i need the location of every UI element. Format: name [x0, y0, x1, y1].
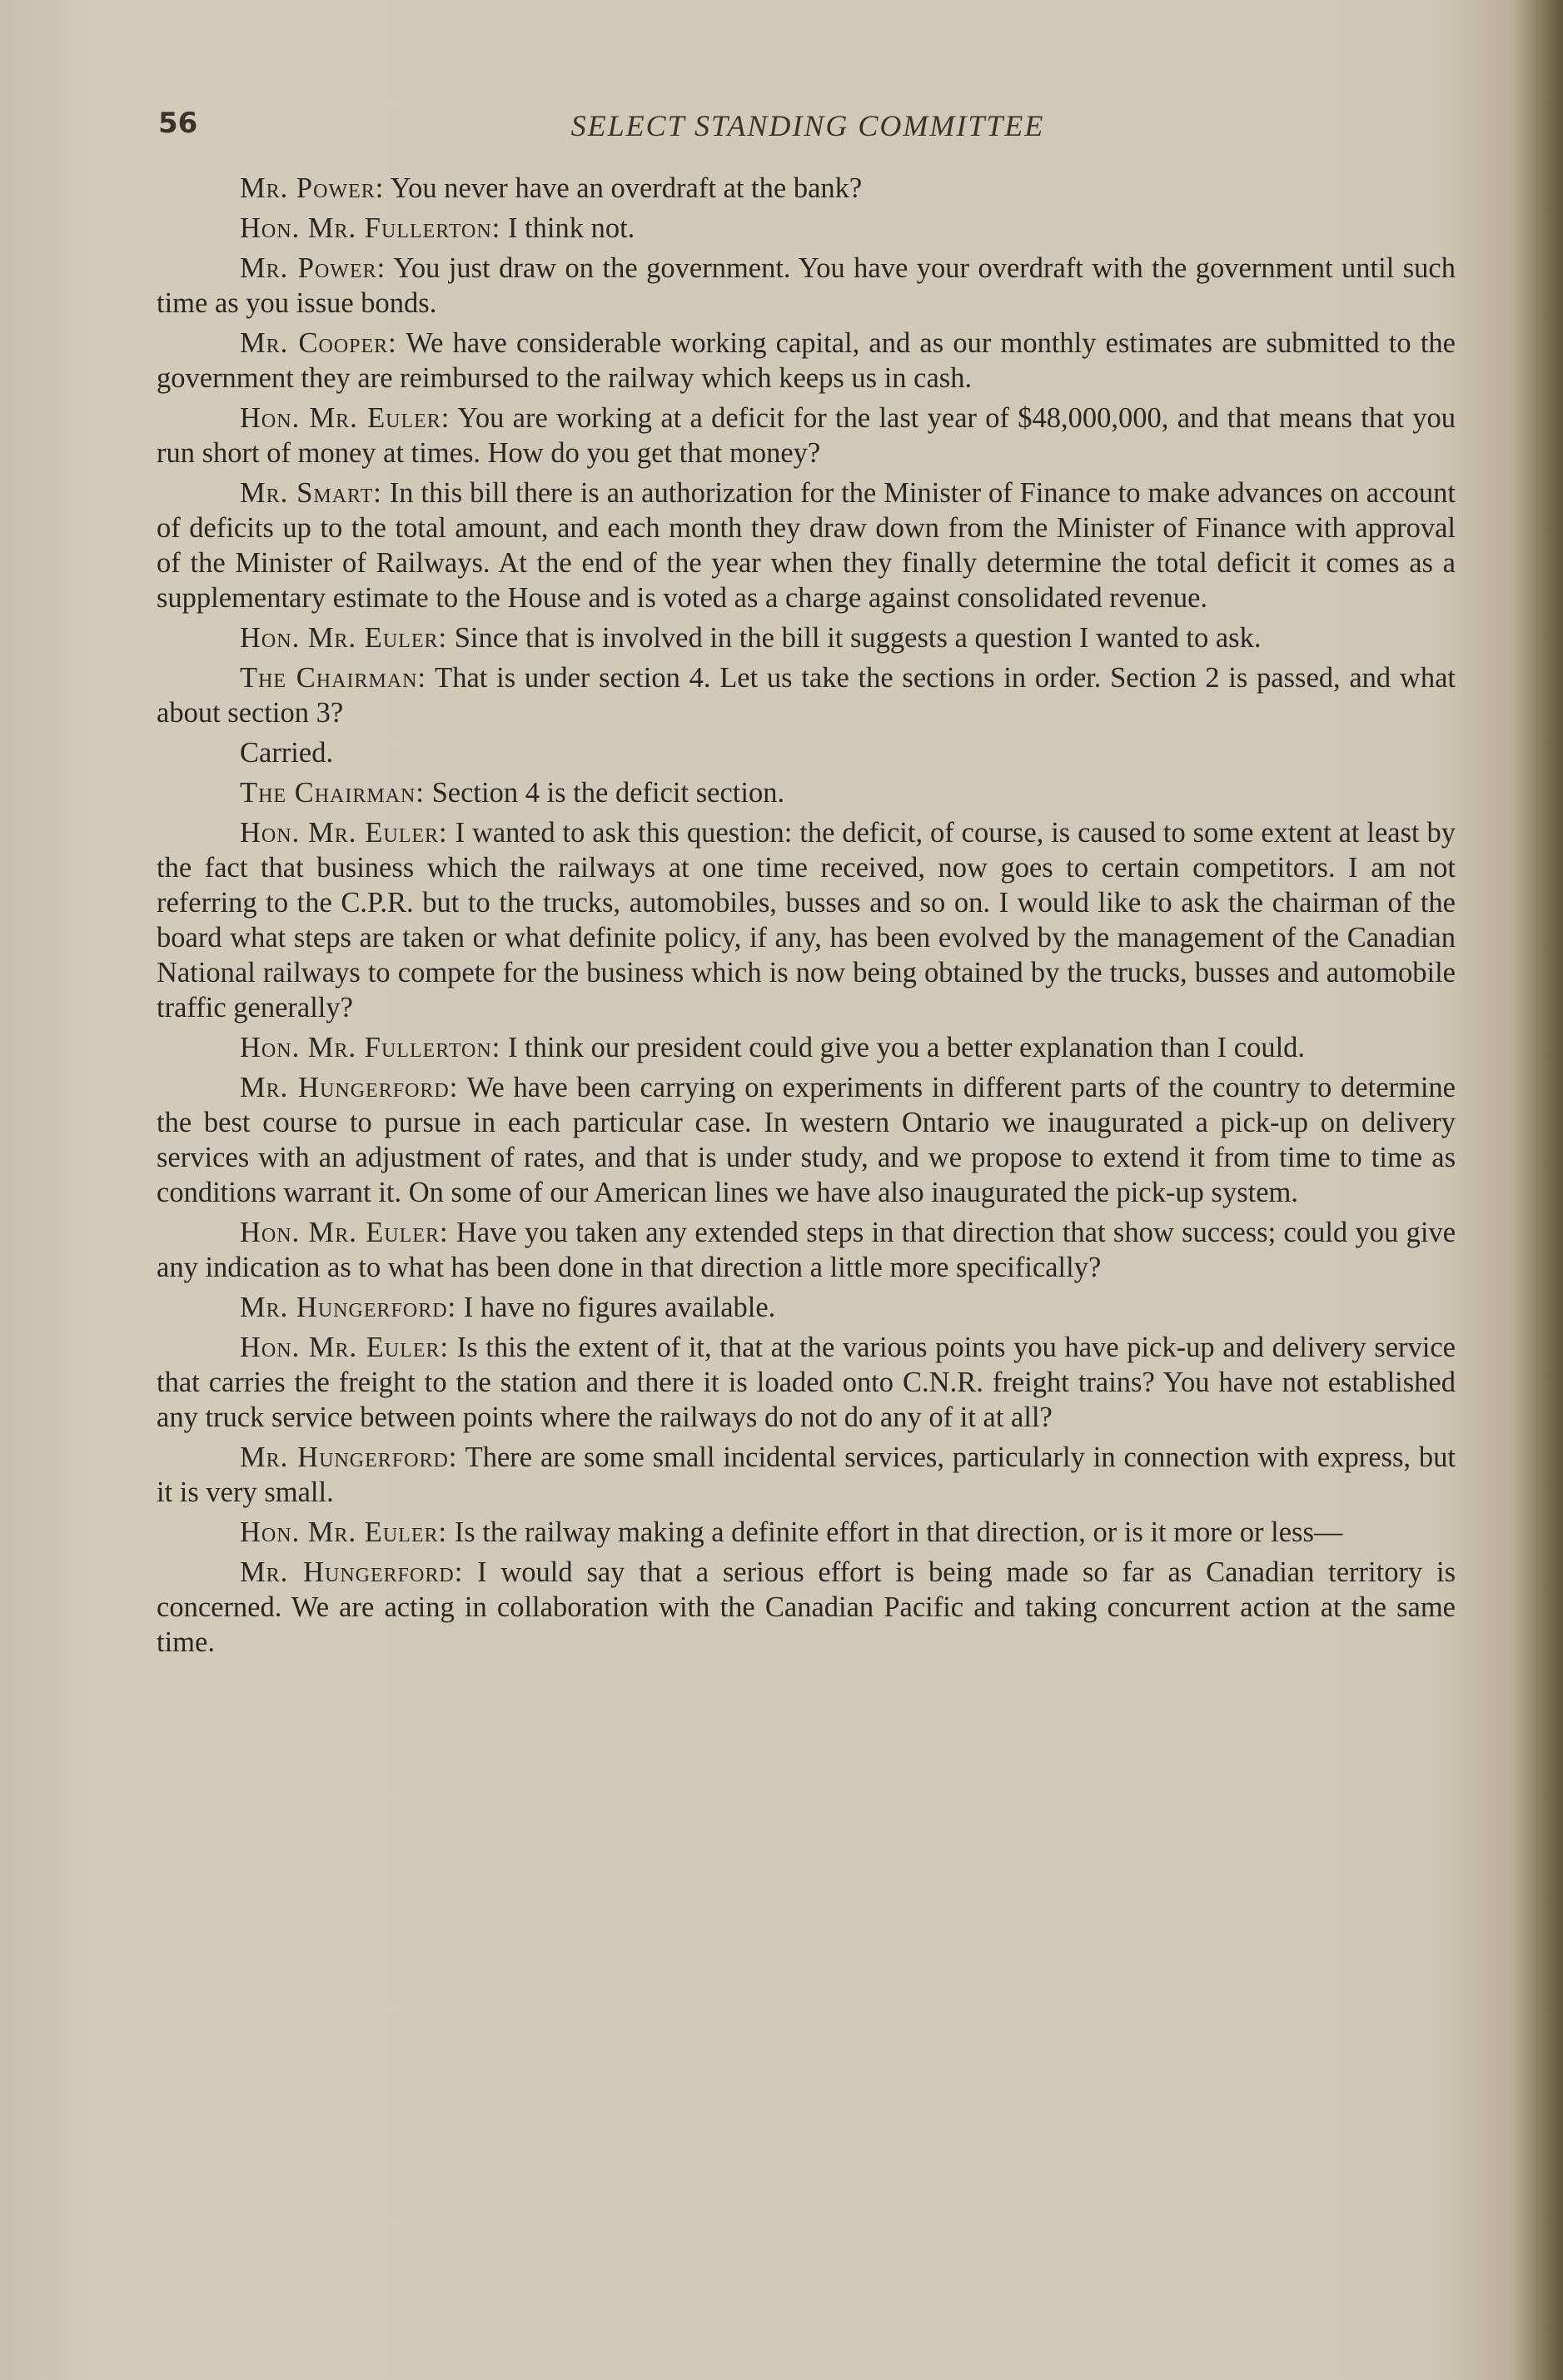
transcript-paragraph	[157, 735, 1456, 770]
speaker-name: Mr. Power:	[240, 252, 386, 284]
transcript-body	[157, 171, 1456, 1665]
speech-text: I wanted to ask this question: the deficit, of course, is caused to some extent at least by the fact that business which the railways at one time received, now goes to certain competitors. I am not referring to the C.P.R. but to the trucks, automobiles, busses and so on. I would like to ask the chairman of the board what steps are taken or what definite policy, if any, has been evolved by the management of the Canadian National railways to compete for the business which is now being obtained by the trucks, busses and automobile traffic generally?	[157, 817, 1456, 1023]
speaker-name: The Chairman:	[240, 662, 427, 694]
transcript-paragraph	[157, 1440, 1456, 1510]
transcript-paragraph	[157, 1555, 1456, 1660]
speech-text: I would say that a serious effort is being made so far as Canadian territory is concerned. We are acting in collaboration with the Canadian Pacific and taking concurrent action at the same time.	[157, 1556, 1456, 1658]
speech-text: Is the railway making a definite effort in that direction, or is it more or less—	[454, 1516, 1343, 1548]
speech-text: Carried.	[240, 737, 334, 769]
speech-text: In this bill there is an authorization for the Minister of Finance to make advances on account of deficits up to the total amount, and each month they draw down from the Minister of Finance with approval of the Minister of Railways. At the end of the year when they finally determine the total deficit it comes as a supplementary estimate to the House and is voted as a charge against consolidated revenue.	[157, 477, 1456, 614]
transcript-paragraph	[157, 211, 1456, 246]
page-number: 56	[158, 107, 198, 140]
speech-text: We have been carrying on experiments in different parts of the country to determine the best course to pursue in each particular case. In western Ontario we inaugurated a pick-up on delivery services with an adjustment of rates, and that is under study, and we propose to extend it from time to time as conditions warrant it. On some of our American lines we have also inaugurated the pick-up system.	[157, 1072, 1456, 1208]
transcript-paragraph	[157, 1070, 1456, 1210]
running-head: SELECT STANDING COMMITTEE	[570, 109, 1045, 142]
transcript-paragraph	[157, 1215, 1456, 1285]
speech-text: There are some small incidental services, particularly in connection with express, but it is very small.	[157, 1441, 1456, 1508]
page-header	[158, 107, 1457, 148]
transcript-paragraph	[157, 171, 1456, 206]
speaker-name: Hon. Mr. Fullerton:	[240, 212, 501, 244]
speaker-name: Hon. Mr. Euler:	[240, 1217, 449, 1248]
transcript-paragraph	[157, 401, 1456, 471]
speech-text: Have you taken any extended steps in that direction that show success; could you give any indication as to what has been done in that direction a little more specifically?	[157, 1217, 1456, 1283]
speech-text: Section 4 is the deficit section.	[431, 777, 785, 809]
speech-text: Since that is involved in the bill it suggests a question I wanted to ask.	[454, 622, 1262, 654]
speaker-name: Mr. Hungerford:	[240, 1556, 464, 1588]
transcript-paragraph	[157, 476, 1456, 615]
transcript-paragraph	[157, 815, 1456, 1025]
speaker-name: Mr. Smart:	[240, 477, 382, 509]
speaker-name: Hon. Mr. Euler:	[240, 817, 448, 849]
speaker-name: Hon. Mr. Euler:	[240, 402, 450, 434]
transcript-paragraph	[157, 660, 1456, 730]
speech-text: You never have an overdraft at the bank?	[390, 172, 863, 204]
transcript-paragraph	[157, 1030, 1456, 1065]
transcript-paragraph	[157, 1290, 1456, 1325]
speaker-name: The Chairman:	[240, 777, 425, 809]
transcript-paragraph	[157, 251, 1456, 321]
speech-text: That is under section 4. Let us take the sections in order. Section 2 is passed, and what about section 3?	[157, 662, 1456, 729]
speaker-name: Hon. Mr. Fullerton:	[240, 1032, 501, 1063]
transcript-paragraph	[157, 1515, 1456, 1550]
transcript-paragraph	[157, 1330, 1456, 1435]
speaker-name: Mr. Power:	[240, 172, 385, 204]
speaker-name: Hon. Mr. Euler:	[240, 1332, 450, 1363]
transcript-paragraph	[157, 620, 1456, 655]
speech-text: You just draw on the government. You have your overdraft with the government until such time as you issue bonds.	[157, 252, 1456, 319]
transcript-paragraph	[157, 775, 1456, 810]
speaker-name: Hon. Mr. Euler:	[240, 1516, 448, 1548]
speaker-name: Hon. Mr. Euler:	[240, 622, 448, 654]
speech-text: I think not.	[507, 212, 635, 244]
speech-text: Is this the extent of it, that at the various points you have pick-up and delivery service that carries the freight to the station and there it is loaded onto C.N.R. freight trains? You have not established any truck service between points where the railways do not do any of it at all?	[157, 1332, 1456, 1433]
speaker-name: Mr. Hungerford:	[240, 1292, 457, 1323]
speech-text: I have no figures available.	[463, 1292, 776, 1323]
speaker-name: Mr. Hungerford:	[240, 1072, 459, 1103]
speaker-name: Mr. Hungerford:	[240, 1441, 458, 1473]
speech-text: You are working at a deficit for the last year of $48,000,000, and that means that you run short of money at times. How do you get that money?	[157, 402, 1456, 469]
speaker-name: Mr. Cooper:	[240, 327, 397, 359]
speech-text: I think our president could give you a better explanation than I could.	[507, 1032, 1306, 1063]
page-edge-shadow	[1513, 0, 1563, 2380]
speech-text: We have considerable working capital, and as our monthly estimates are submitted to the government they are reimbursed to the railway which keeps us in cash.	[157, 327, 1456, 394]
transcript-paragraph	[157, 326, 1456, 396]
